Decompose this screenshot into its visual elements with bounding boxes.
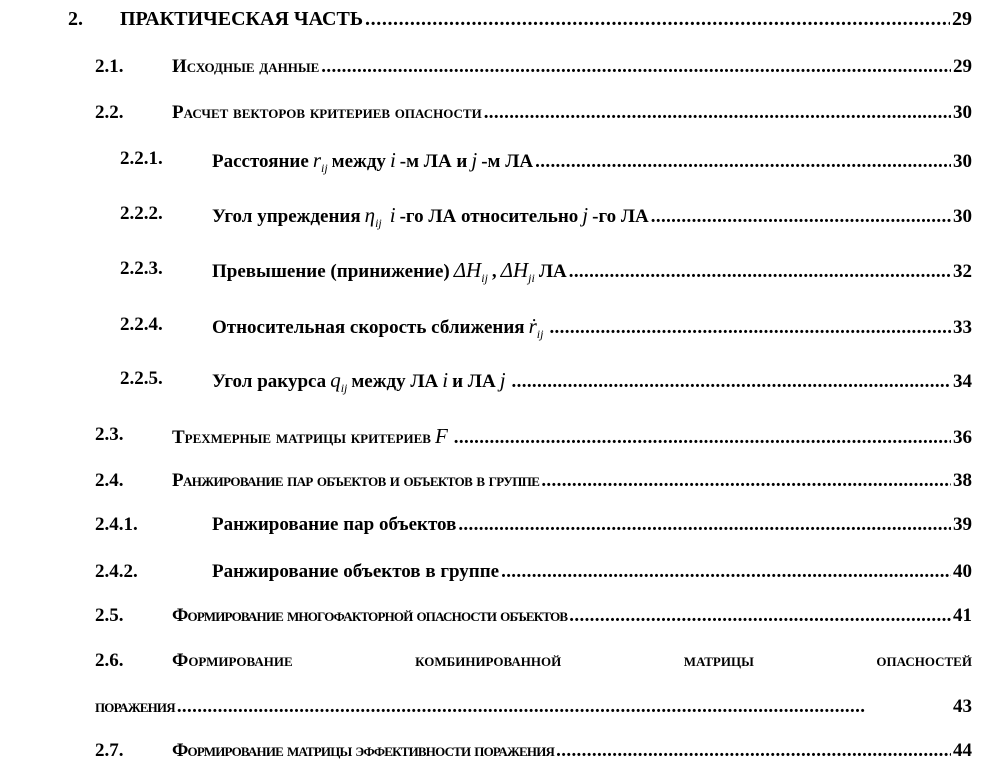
page-number: 41 xyxy=(953,605,972,626)
entry-title: Ранжирование пар объектов xyxy=(212,514,457,535)
title-text: ЛА xyxy=(538,261,567,282)
dot-leader xyxy=(365,8,950,31)
math-sub: ij xyxy=(375,216,382,231)
math-var: η xyxy=(364,203,376,227)
title-word: опасностей xyxy=(876,650,972,671)
title-text: и ЛА xyxy=(452,371,496,392)
page-number: 39 xyxy=(953,514,972,535)
math-sub: ij xyxy=(321,161,328,176)
title-text: Превышение (принижение) xyxy=(212,261,450,282)
title-word: матрицы xyxy=(683,650,754,671)
dot-leader xyxy=(177,696,951,718)
page-number: 30 xyxy=(953,206,972,227)
toc-entry-2-2-2[interactable] xyxy=(0,203,972,231)
page-number: 32 xyxy=(953,261,972,282)
page-number: 30 xyxy=(953,102,972,123)
math-var: j xyxy=(499,368,506,392)
page-number: 44 xyxy=(953,740,972,761)
title-text: Угол ракурса xyxy=(212,371,327,392)
title-word: Формирование xyxy=(172,650,293,671)
title-text: -го ЛА xyxy=(592,206,649,227)
math-var: j xyxy=(471,148,478,172)
toc-entry-2-2-1[interactable] xyxy=(0,148,972,176)
math-var: j xyxy=(582,203,589,227)
page-number: 36 xyxy=(953,427,972,448)
dot-leader xyxy=(501,561,951,583)
math-sub: ij xyxy=(481,271,488,286)
title-text: Расстояние xyxy=(212,151,309,172)
dot-leader xyxy=(541,470,951,492)
title-text: Угол упреждения xyxy=(212,206,361,227)
title-text: -м ЛА xyxy=(481,151,534,172)
entry-title: Формирование многофакторной опасности объектов xyxy=(172,605,568,626)
dot-leader xyxy=(651,206,951,228)
entry-title: Расчет векторов критериев опасности xyxy=(172,102,482,123)
page-number: 43 xyxy=(953,696,972,717)
dot-leader xyxy=(556,740,951,762)
math-var: i xyxy=(442,368,449,392)
entry-number: 2.4.1. xyxy=(95,514,138,535)
entry-title xyxy=(212,258,567,286)
toc-entry-2-2[interactable] xyxy=(0,102,972,124)
entry-title xyxy=(212,368,510,396)
toc-entry-2-5[interactable] xyxy=(0,605,972,627)
math-var: ΔH xyxy=(453,258,482,282)
entry-title: Исходные данные xyxy=(172,56,320,77)
math-var: F xyxy=(434,424,448,448)
entry-number: 2.5. xyxy=(95,605,124,626)
entry-title xyxy=(212,203,649,231)
math-var: ΔH xyxy=(500,258,529,282)
toc-entry-2[interactable] xyxy=(0,8,972,31)
entry-title-line-2 xyxy=(95,696,972,718)
dot-leader xyxy=(458,514,951,536)
title-text: Относительная скорость сближения xyxy=(212,317,525,338)
toc-entry-2-3[interactable] xyxy=(0,424,972,449)
math-symbol xyxy=(312,148,328,176)
title-text: Трехмерные матрицы критериев xyxy=(172,427,431,448)
dot-leader xyxy=(535,151,951,173)
page-number: 40 xyxy=(953,561,972,582)
entry-title: Формирование матрицы эффективности поражения xyxy=(172,740,555,761)
dot-leader xyxy=(569,605,951,627)
entry-title: Ранжирование объектов в группе xyxy=(212,561,500,582)
entry-number: 2.4.2. xyxy=(95,561,138,582)
toc-entry-2-2-4[interactable] xyxy=(0,314,972,342)
page-number: 33 xyxy=(953,317,972,338)
entry-title: Ранжирование пар объектов и объектов в группе xyxy=(172,470,540,491)
math-symbol xyxy=(364,203,382,231)
dot-leader xyxy=(321,56,951,78)
entry-title-line-1 xyxy=(172,650,972,672)
entry-title: ПРАКТИЧЕСКАЯ ЧАСТЬ xyxy=(120,8,364,30)
entry-number: 2.7. xyxy=(95,740,124,761)
dot-leader xyxy=(454,427,951,449)
entry-number: 2.3. xyxy=(95,424,124,445)
toc-entry-2-2-3[interactable] xyxy=(0,258,972,286)
entry-number: 2.1. xyxy=(95,56,124,77)
toc-entry-2-1[interactable] xyxy=(0,56,972,78)
entry-number: 2.2.5. xyxy=(120,368,163,389)
dot-leader xyxy=(512,371,951,393)
page-number: 34 xyxy=(953,371,972,392)
entry-title xyxy=(172,424,452,449)
math-var: i xyxy=(389,148,396,172)
dot-leader xyxy=(484,102,951,124)
page-number: 38 xyxy=(953,470,972,491)
title-text: -го ЛА относительно xyxy=(399,206,579,227)
math-symbol xyxy=(453,258,488,286)
entry-number: 2.2. xyxy=(95,102,124,123)
title-text: между xyxy=(331,151,386,172)
entry-title xyxy=(212,148,533,176)
entry-number: 2.2.2. xyxy=(120,203,163,224)
entry-number: 2. xyxy=(68,8,83,30)
title-text: -м ЛА и xyxy=(399,151,468,172)
math-sub: ij xyxy=(536,327,544,342)
entry-number: 2.6. xyxy=(95,650,124,671)
entry-number: 2.2.4. xyxy=(120,314,163,335)
math-var: r xyxy=(312,148,321,172)
title-text: между ЛА xyxy=(351,371,439,392)
math-sub: ji xyxy=(528,271,535,286)
page-number: 29 xyxy=(952,8,972,30)
math-symbol xyxy=(500,258,535,286)
toc-entry-2-2-5[interactable] xyxy=(0,368,972,396)
entry-title xyxy=(212,314,547,342)
math-symbol xyxy=(330,368,348,396)
toc-entry-2-7[interactable] xyxy=(0,740,972,762)
entry-number: 2.4. xyxy=(95,470,124,491)
toc-entry-2-4-2[interactable] xyxy=(0,561,972,583)
page-number: 30 xyxy=(953,151,972,172)
math-var: ṙ xyxy=(528,314,537,338)
dot-leader xyxy=(549,317,951,339)
entry-title: поражения xyxy=(95,696,175,717)
math-var: q xyxy=(330,368,341,392)
math-var: i xyxy=(389,203,396,227)
page-number: 29 xyxy=(953,56,972,77)
title-word: комбинированной xyxy=(415,650,562,671)
math-sub: ij xyxy=(340,381,348,396)
entry-number: 2.2.3. xyxy=(120,258,163,279)
toc-entry-2-4-1[interactable] xyxy=(0,514,972,536)
entry-number: 2.2.1. xyxy=(120,148,163,169)
math-symbol xyxy=(528,314,544,342)
separator: , xyxy=(491,261,497,282)
dot-leader xyxy=(569,261,951,283)
toc-entry-2-4[interactable] xyxy=(0,470,972,492)
